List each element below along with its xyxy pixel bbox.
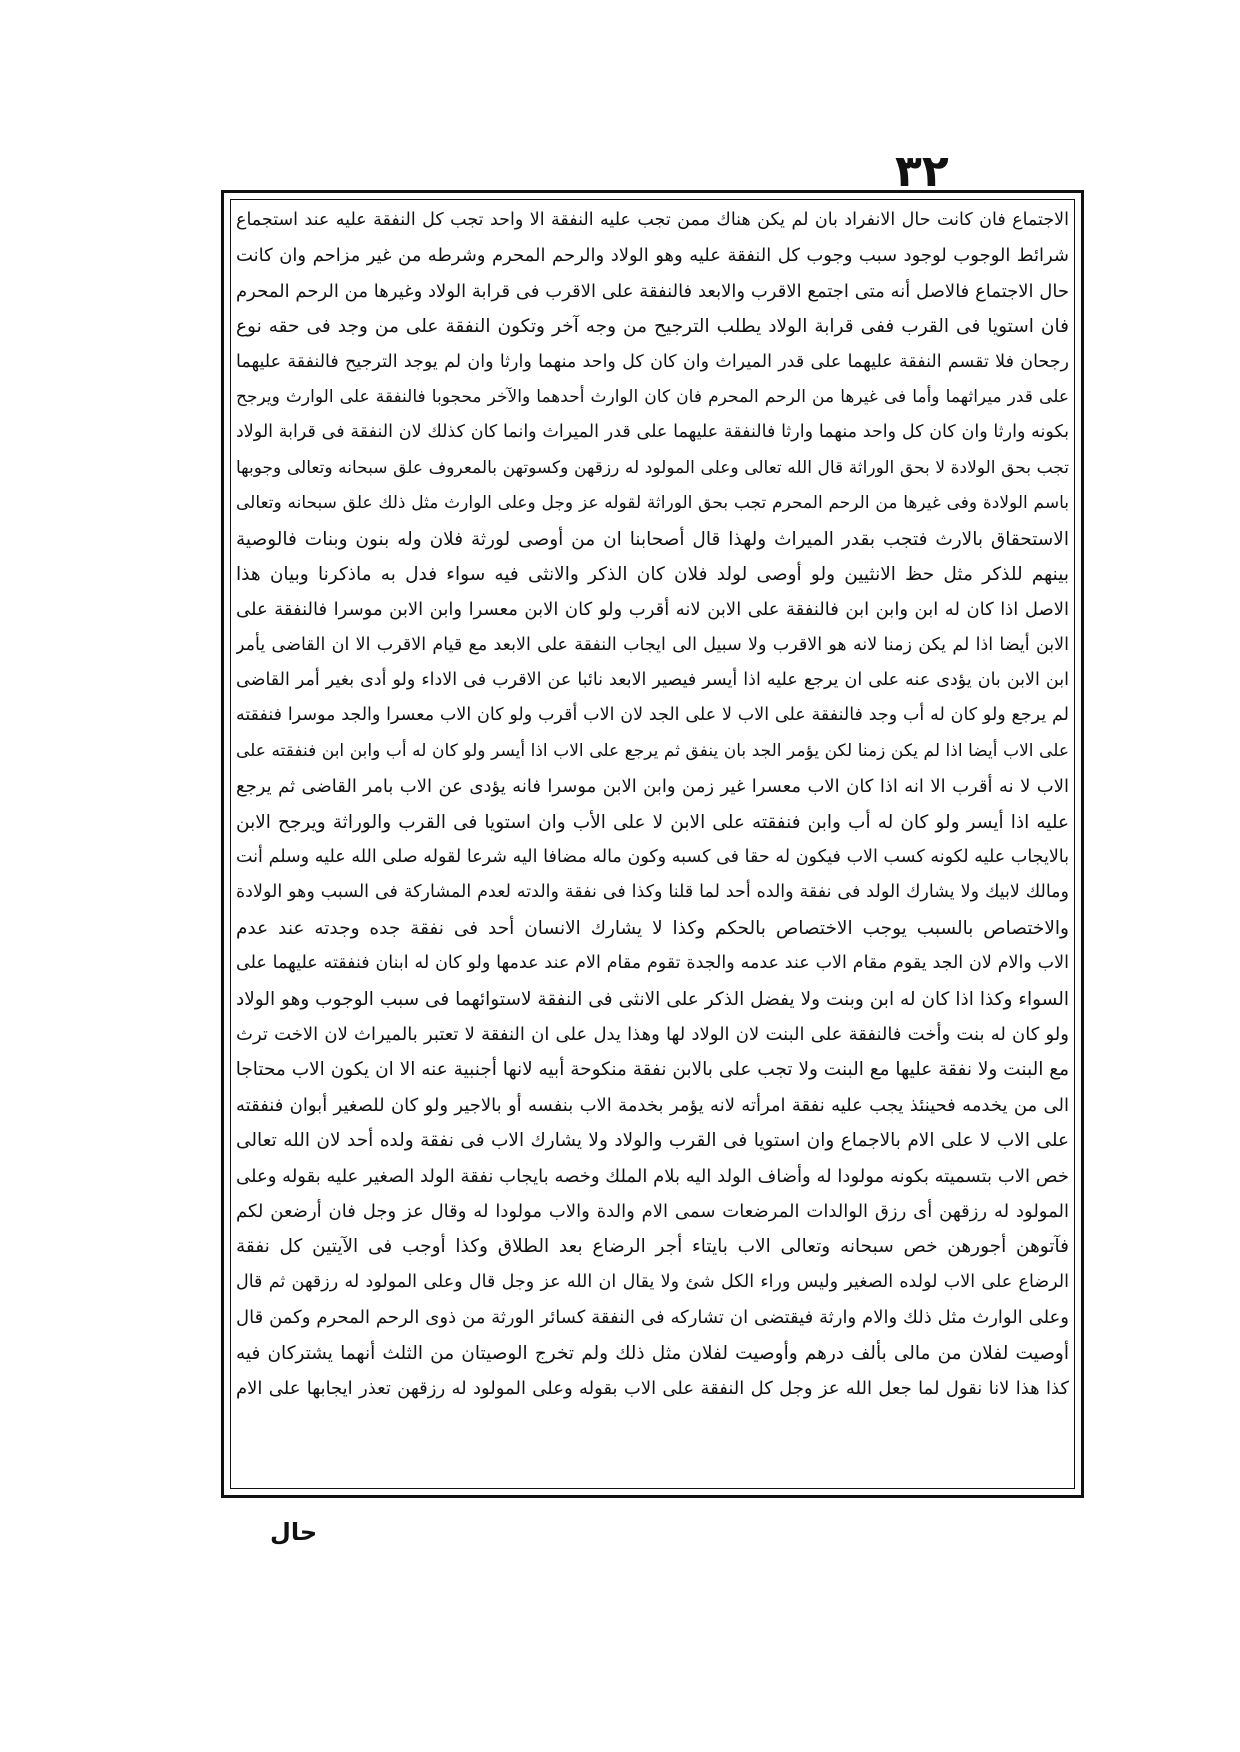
text-line: على الاب أيضا اذا لم يكن زمنا لكن يؤمر الجد بان ينفق ثم يرجع على الاب اذا أيسر ولو كان له أب وابن ابن فنفقته على	[236, 740, 1069, 761]
text-line: الرضاع على الاب لولده الصغير وليس وراء الكل شئ ولا يقال ان الله عز وجل قال وعلى المولود له رزقهن ثم قال	[236, 1271, 1069, 1292]
page-number: ٣٢	[895, 146, 949, 197]
main-text-block	[236, 203, 1069, 1485]
text-line: وعلى الوارث مثل ذلك والام وارثة فيقتضى ان تشاركه فى النفقة كسائر الورثة من ذوى الرحم المحرم وكمن قال	[236, 1307, 1069, 1329]
text-line: رجحان فلا تقسم النفقة عليهما على قدر الميراث وان كان كل واحد منهما وارثا وان لم يوجد الترجيح فالنفقة عليهما	[236, 351, 1069, 372]
text-line: تجب بحق الولادة لا بحق الوراثة قال الله تعالى وعلى المولود له رزقهن وكسوتهن بالمعروف علق سبحانه وتعالى وجوبها	[236, 457, 1069, 478]
text-line: ولو كان له بنت وأخت فالنفقة على البنت لان الولاد لها وهذا يدل على ان النفقة لا تعتبر بالميراث لان الاخت ترث	[236, 1023, 1069, 1045]
text-line: على قدر ميراثهما وأما فى غيرها من الرحم المحرم فان كان الوارث أحدهما والآخر محجوبا فالنفقة على الوارث ويرجح	[236, 386, 1069, 407]
text-line: الاجتماع فان كانت حال الانفراد بان لم يكن هناك ممن تجب عليه النفقة الا واحد تجب كل النفقة عليه عند استجماع	[236, 210, 1069, 230]
text-line: أوصيت لفلان من مالى بألف درهم وأوصيت لفلان مثل ذلك ولم تخرج الوصيتان من الثلث أنهما يشتركان فيه	[236, 1342, 1069, 1364]
text-line: فآتوهن أجورهن خص سبحانه وتعالى الاب بايتاء أجر الرضاع بعد الطلاق وكذا أوجب فى الآيتين كل نفقة	[236, 1236, 1069, 1258]
text-line: المولود له رزقهن أى رزق الوالدات المرضعات سمى الام والدة والاب مولودا له وقال عز وجل فان أرضعن لكم	[236, 1200, 1069, 1222]
text-line: الاصل اذا كان له ابن وابن ابن فالنفقة على الابن لانه أقرب ولو كان الابن معسرا وابن الابن موسرا فالنفقة على	[236, 599, 1069, 621]
text-line: بالايجاب عليه لكونه كسب الاب فيكون له حقا فى كسبه وكون ماله مضافا اليه شرعا لقوله صلى الله عليه وسلم أنت	[236, 847, 1069, 868]
text-line: الى من يخدمه فحينئذ يجب عليه نفقة امرأته لانه يؤمر بخدمة الاب بنفسه أو بالاجير ولو كان للصغير أبوان فنفقته	[236, 1094, 1069, 1116]
text-line: ومالك لابيك ولا يشارك الولد فى نفقة والده أحد لما قلنا وكذا فى نفقة والدته لعدم المشاركة فى السبب وهو الولادة	[236, 882, 1069, 903]
text-line: بينهم للذكر مثل حظ الانثيين ولو أوصى لولد فلان كان الذكر والانثى فيه سواء فدل به ماذكرنا وبيان هذا	[236, 563, 1069, 585]
text-line: لم يرجع ولو كان له أب وجد فالنفقة على الاب لا على الجد لان الاب أقرب ولو كان الاب معسرا والجد موسرا فنفقته	[236, 705, 1069, 726]
text-line: حال الاجتماع فالاصل أنه متى اجتمع الاقرب والابعد فالنفقة على الاقرب فى قرابة الولاد وغيرها من الرحم المحرم	[236, 280, 1069, 302]
text-line: الاب والام لان الجد يقوم مقام الاب عند عدمه والجدة تقوم مقام الام عند عدمها ولو كان له ابنان فنفقته عليهما على	[236, 953, 1069, 974]
catchword: حال	[270, 1518, 318, 1546]
text-line: بكونه وارثا وان كان كل واحد منهما وارثا فالنفقة عليهما على قدر الميراث وانما كان كذلك لان النفقة فى قرابة الولاد	[236, 422, 1069, 443]
text-frame	[221, 190, 1084, 1498]
text-line: شرائط الوجوب لوجود سبب وجوب كل النفقة عليه وهو الولاد والرحم المحرم وشرطه من غير مزاحم وان كانت	[236, 245, 1069, 267]
text-line: عليه اذا أيسر ولو كان له أب وابن فنفقته على الابن لا على الأب وان استويا فى القرب والوراثة ويرجح الابن	[236, 811, 1069, 833]
text-line: مع البنت ولا نفقة عليها مع البنت ولا تجب على بالابن نفقة منكوحة أبيه لانها أجنبية عنه الا ان يكون الاب محتاجا	[236, 1059, 1069, 1081]
text-line: السواء وكذا اذا كان له ابن وبنت ولا يفضل الذكر على الانثى فى النفقة لاستوائهما فى سبب الوجوب وهو الولاد	[236, 988, 1069, 1010]
text-line: الاستحقاق بالارث فتجب بقدر الميراث ولهذا قال أصحابنا ان من أوصى لورثة فلان وله بنون وبنات فالوصية	[236, 528, 1069, 550]
text-line: خص الاب بتسميته بكونه مولودا له وأضاف الولد اليه بلام الملك وخصه بايجاب نفقة الولد الصغير عليه بقوله وعلى	[236, 1165, 1069, 1187]
text-line: فان استويا فى القرب ففى قرابة الولاد يطلب الترجيح من وجه آخر وتكون النفقة على من وجد فى حقه نوع	[236, 316, 1069, 338]
text-line: على الاب لا على الام بالاجماع وان استويا فى القرب والولاد ولا يشارك الاب فى نفقة ولده أحد لان الله تعالى	[236, 1130, 1069, 1152]
text-line: كذا هذا لانا نقول لما جعل الله عز وجل كل النفقة على الاب بقوله وعلى المولود له رزقهن تعذر ايجابها على الام	[236, 1377, 1069, 1399]
text-line: باسم الولادة وفى غيرها من الرحم المحرم تجب بحق الوراثة لقوله عز وجل وعلى الوارث مثل ذلك علق سبحانه وتعالى	[236, 493, 1069, 514]
text-line: الابن أيضا اذا لم يكن زمنا لانه هو الاقرب ولا سبيل الى ايجاب النفقة على الابعد مع قيام الاقرب الا ان القاضى يأمر	[236, 634, 1069, 655]
text-line: الاب لا نه أقرب الا انه اذا كان الاب معسرا غير زمن وابن الابن موسرا فانه يؤدى عن الاب بامر القاضى ثم يرجع	[236, 776, 1069, 798]
text-line: والاختصاص بالسبب يوجب الاختصاص بالحكم وكذا لا يشارك الانسان أحد فى نفقة جده وجدته عند عدم	[236, 917, 1069, 939]
text-line: ابن الابن بان يؤدى عنه على ان يرجع عليه اذا أيسر فيصير الابعد نائبا عن الاقرب فى الاداء ولو أدى بغير أمر القاضى	[236, 670, 1069, 691]
